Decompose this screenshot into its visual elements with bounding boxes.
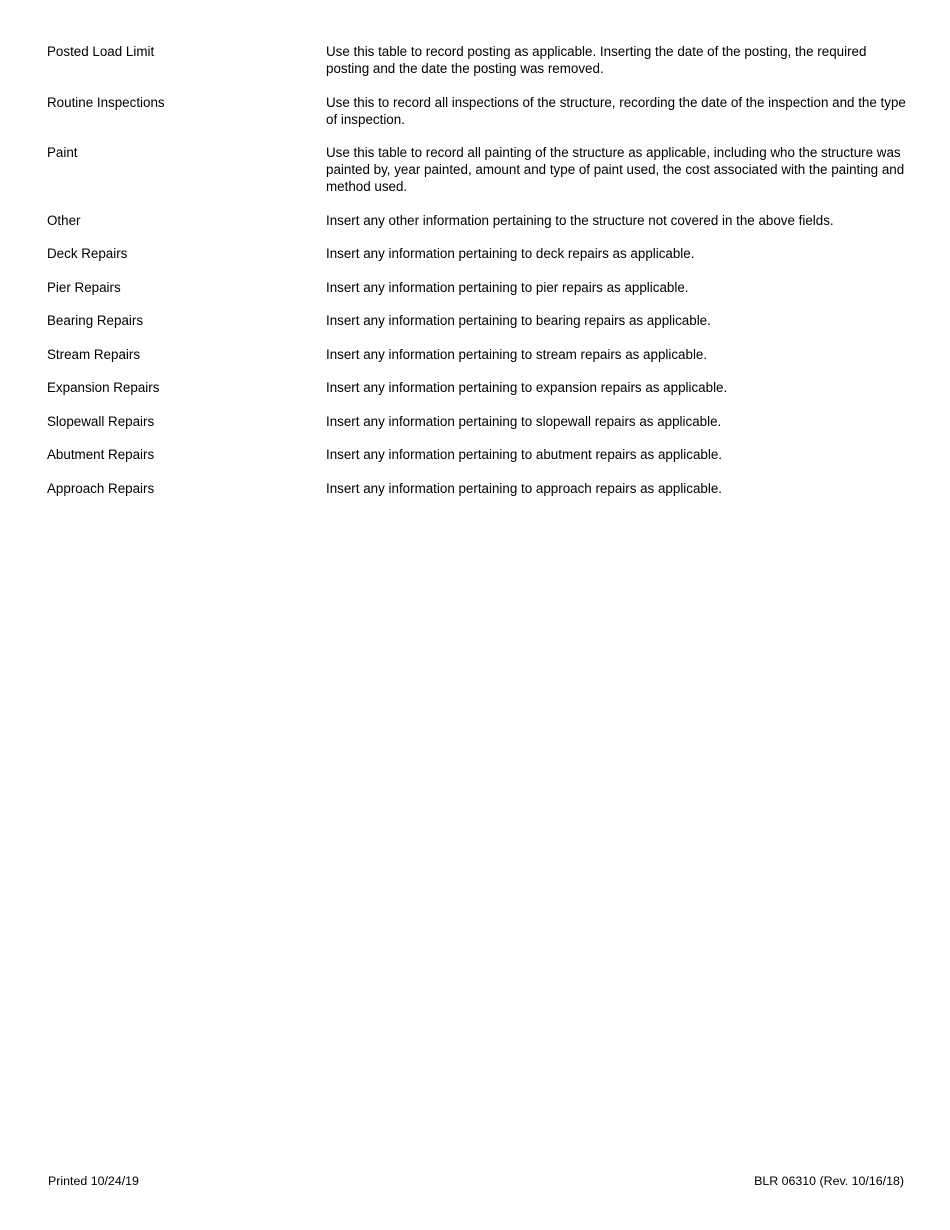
list-item xyxy=(47,413,907,430)
list-item xyxy=(47,144,907,195)
list-item xyxy=(47,279,907,296)
field-label: Abutment Repairs xyxy=(47,447,155,462)
list-item xyxy=(47,212,907,229)
field-description: Insert any information pertaining to abutment repairs as applicable. xyxy=(326,447,722,462)
field-label: Routine Inspections xyxy=(47,94,165,110)
field-description: Insert any information pertaining to expansion repairs as applicable. xyxy=(326,380,728,395)
list-item xyxy=(47,245,907,262)
field-label: Paint xyxy=(47,145,78,160)
field-label: Slopewall Repairs xyxy=(47,413,155,429)
list-item xyxy=(47,94,907,128)
field-label: Posted Load Limit xyxy=(47,44,155,59)
field-label: Stream Repairs xyxy=(47,346,141,362)
field-description: Insert any information pertaining to stream repairs as applicable. xyxy=(326,346,708,362)
field-description: Use this table to record posting as applicable. Inserting the date of the posting, the required posting and the date the posting was removed. xyxy=(326,44,867,76)
field-description: Use this table to record all painting of the structure as applicable, including who the structure was painted by, year painted, amount and type of paint used, the cost associated with the painting and method used. xyxy=(326,145,905,194)
field-label: Bearing Repairs xyxy=(47,313,144,328)
field-description: Insert any information pertaining to deck repairs as applicable. xyxy=(326,246,695,261)
field-descriptions-list xyxy=(47,43,907,513)
form-identifier: BLR 06310 (Rev. 10/16/18) xyxy=(754,1174,904,1188)
field-label: Other xyxy=(47,212,81,228)
field-label: Expansion Repairs xyxy=(47,380,160,395)
field-description: Use this to record all inspections of the structure, recording the date of the inspection and the type of inspection. xyxy=(326,94,906,127)
list-item xyxy=(47,346,907,363)
field-description: Insert any other information pertaining to the structure not covered in the above fields. xyxy=(326,212,834,228)
list-item xyxy=(47,446,907,463)
field-description: Insert any information pertaining to slopewall repairs as applicable. xyxy=(326,413,722,429)
field-label: Pier Repairs xyxy=(47,279,121,295)
field-description: Insert any information pertaining to pier repairs as applicable. xyxy=(326,279,689,295)
list-item xyxy=(47,43,907,77)
printed-date: Printed 10/24/19 xyxy=(48,1174,139,1188)
field-label: Deck Repairs xyxy=(47,246,128,261)
list-item xyxy=(47,312,907,329)
list-item xyxy=(47,480,907,497)
field-description: Insert any information pertaining to bearing repairs as applicable. xyxy=(326,313,711,328)
list-item xyxy=(47,379,907,396)
field-label: Approach Repairs xyxy=(47,480,155,496)
field-description: Insert any information pertaining to approach repairs as applicable. xyxy=(326,480,722,496)
